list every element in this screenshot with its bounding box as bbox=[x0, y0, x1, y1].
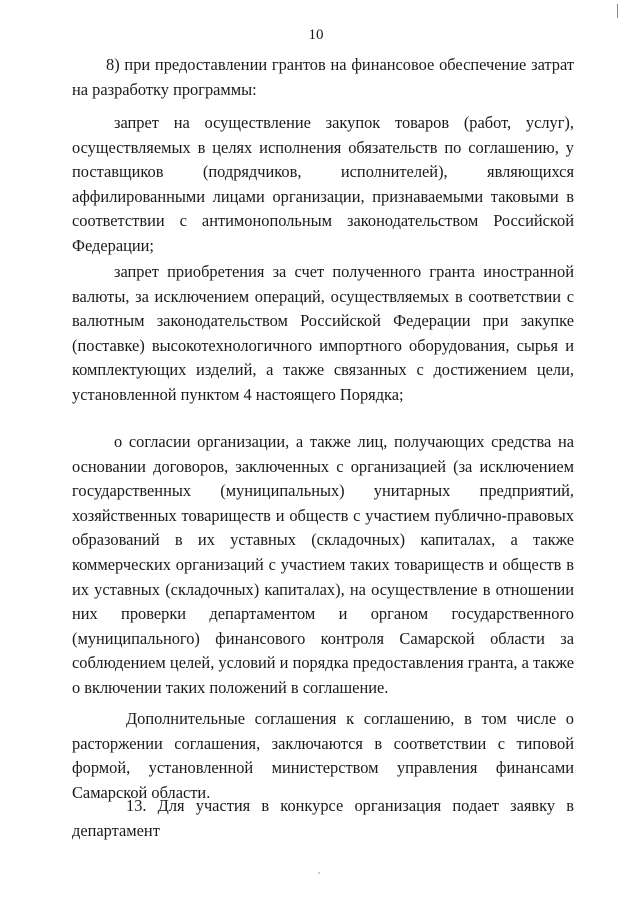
paragraph-item-8: 8) при предоставлении грантов на финансовое обеспечение затрат на разработку программы: bbox=[72, 55, 574, 99]
page-number: 10 bbox=[308, 27, 324, 43]
paragraph-item-13: 13. Для участия в конкурсе организация подает заявку в департамент bbox=[72, 796, 574, 840]
paragraph-inspection-consent: о согласии организации, а также лиц, получающих средства на основании договоров, заключенных с организацией (за исключением государственных (муниципальных) унитарных предприятий, хозяйственных товариществ и обществ с участием публично-правовых образований в их уставных (складочных) капиталах, а также коммерческих организаций с участием таких товариществ и обществ в их уставных (складочных) капиталах), на осуществление в отношении них проверки департаментом и органом государственного (муниципального) финансового контроля Самарской области за соблюдением целей, условий и порядка предоставления гранта, а также о включении таких положений в соглашение. bbox=[72, 432, 574, 697]
paragraph-currency-ban: запрет приобретения за счет полученного гранта иностранной валюты, за исключением операций, осуществляемых в соответствии с валютным законодательством Российской Федерации при закупке (поставке) высокотехнологичного импортного оборудования, сырья и комплектующих изделий, а также связанных с достижением цели, установленной пунктом 4 настоящего Порядка; bbox=[72, 262, 574, 404]
scan-edge-mark bbox=[617, 4, 618, 18]
scan-speck bbox=[318, 872, 320, 874]
paragraph-procurement-ban: запрет на осуществление закупок товаров (работ, услуг), осуществляемых в целях исполнения обязательств по соглашению, у поставщиков (подрядчиков, исполнителей), являющихся аффилированными лицами организации, признаваемыми таковыми в соответствии с антимонопольным законодательством Российской Федерации; bbox=[72, 113, 574, 255]
paragraph-additional-agreements: Дополнительные соглашения к соглашению, в том числе о расторжении соглашения, заключаются в соответствии с типовой формой, установленной министерством управления финансами Самарской области. bbox=[72, 709, 574, 802]
